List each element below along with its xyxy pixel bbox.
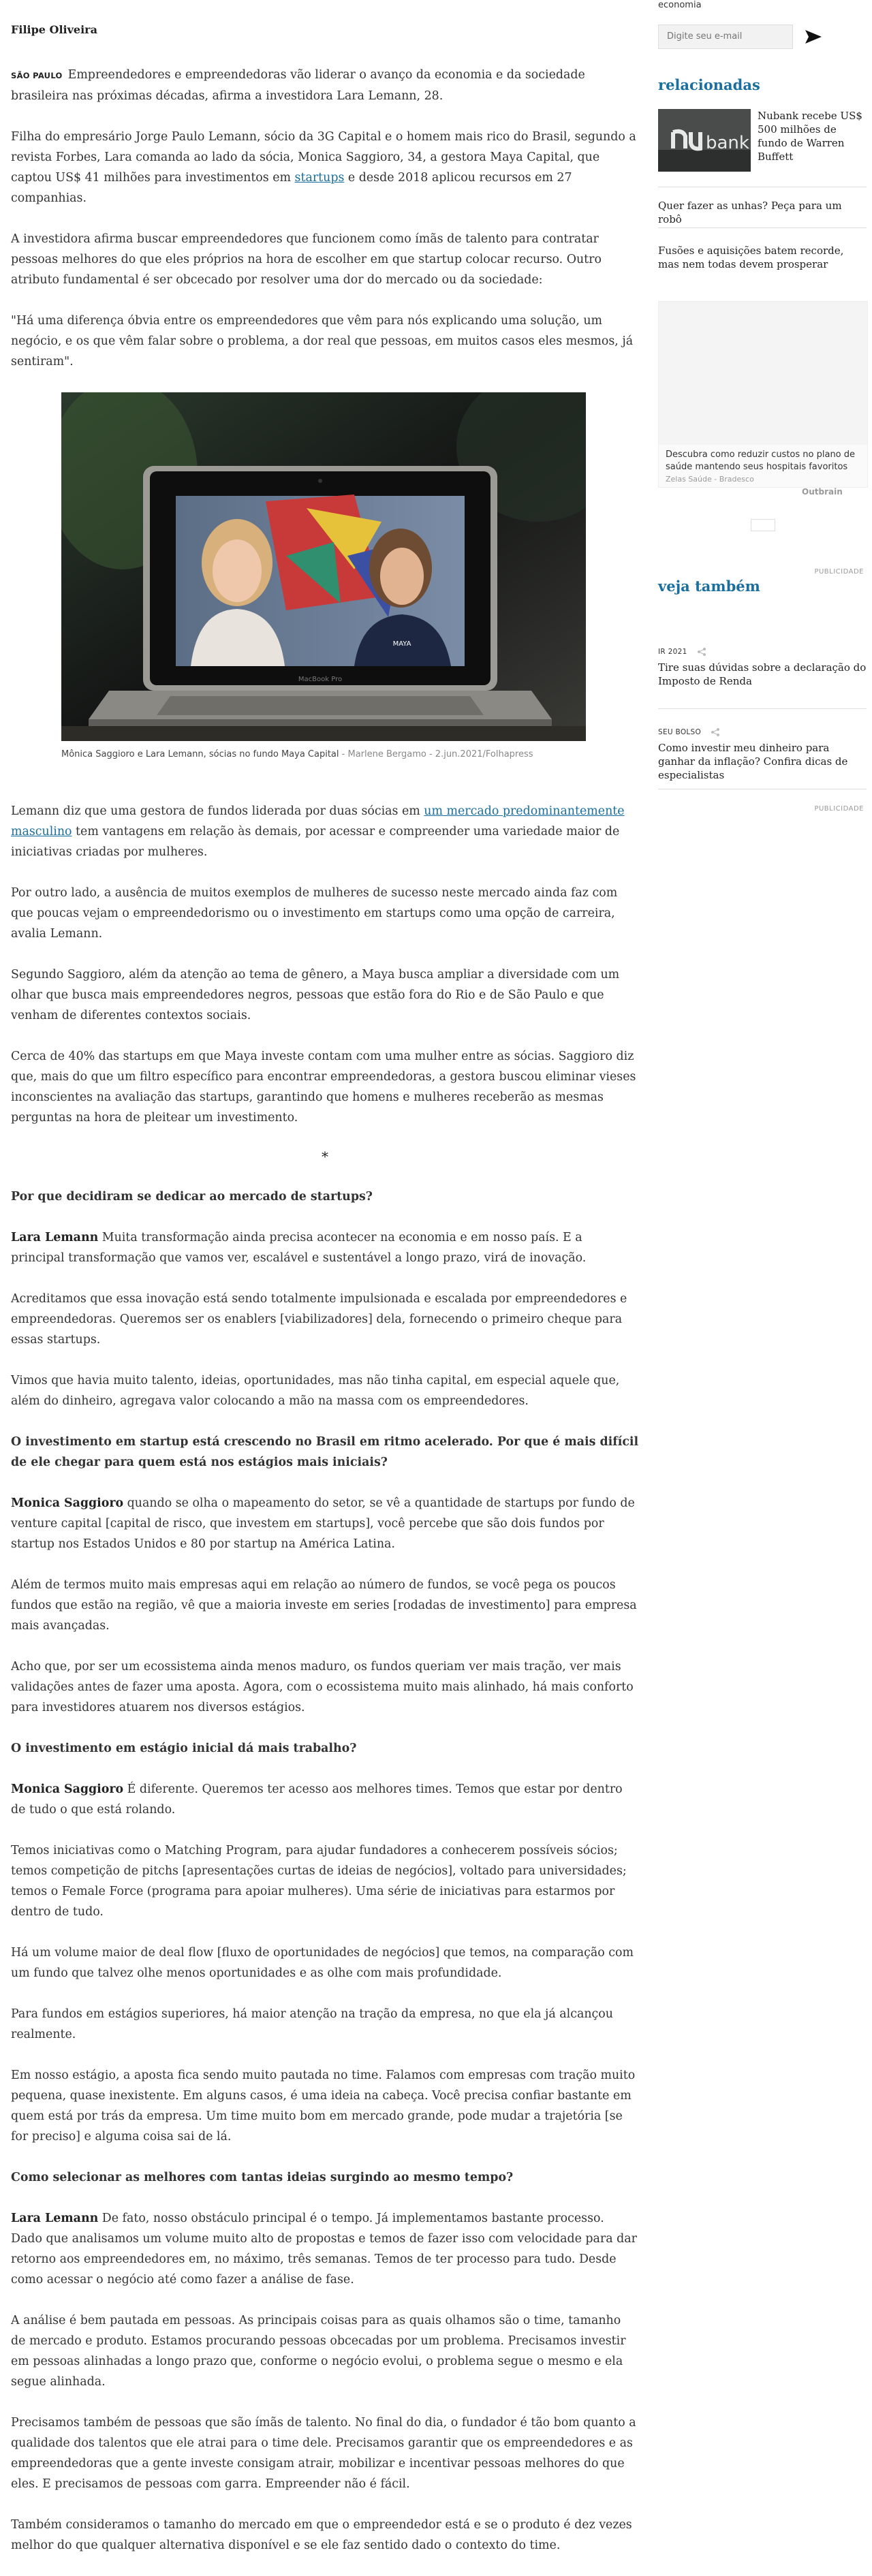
see-also-kicker (658, 727, 867, 737)
answer-1-1-text: Muita transformação ainda precisa acontecer na economia e em nosso país. E a principal transformação que vamos ver, escalável e sustentável a longo prazo, virá de inovação. (11, 1231, 587, 1265)
publicidade-label: PUBLICIDADE (814, 805, 864, 813)
paragraph-8: Cerca de 40% das startups em que Maya investe contam com uma mulher entre as sócias. Saggioro diz que, mais do que um filtro específico para encontrar empreendedoras, a gestora buscou eliminar vieses inconscientes na avaliação das startups, garantindo que homens e mulheres receberão as mesmas perguntas na hora de pleitear um investimento. (11, 1050, 636, 1125)
photo-caption (61, 741, 586, 761)
paragraph-6: Por outro lado, a ausência de muitos exemplos de mulheres de sucesso neste mercado ainda faz com que poucas vejam o empreendedorismo ou o investimento em startups como uma opção de carreira, avalia Lemann. (11, 886, 618, 941)
answer-3-4: Para fundos em estágios superiores, há maior atenção na tração da empresa, no que ela já alcançou realmente. (11, 2007, 613, 2041)
sponsored-ad[interactable] (658, 301, 868, 497)
dateline: SÃO PAULO (11, 71, 63, 80)
answer-3-1-text: É diferente. Queremos ter acesso aos melhores times. Temos que estar por dentro de tudo o que está rolando. (11, 1782, 623, 1817)
paragraph-2-text-a: Filha do empresário Jorge Paulo Lemann, sócio da 3G Capital e o homem mais rico do Brasil, segundo a revista Forbes, Lara comanda ao lado da sócia, Monica Saggioro, 34, a gestora Maya Capital, que captou US$ 41 milhões para investimentos em (11, 130, 636, 185)
related-title[interactable]: Fusões e aquisições batem recorde, mas nem todas devem prosperar (658, 245, 844, 270)
question-4: Como selecionar as melhores com tantas ideias surgindo ao mesmo tempo? (11, 2171, 514, 2184)
speaker-monica: Monica Saggioro (11, 1782, 124, 1796)
answer-4-4: Também consideramos o tamanho do mercado em que o empreendedor está e se o produto é dez vezes melhor do que qualquer alternativa disponível e se ele faz sentido dado o contexto do time. (11, 2518, 632, 2552)
caption-text: Mônica Saggioro e Lara Lemann, sócias no fundo Maya Capital (61, 749, 339, 759)
answer-3-2: Temos iniciativas como o Matching Program, para ajudar fundadores a conhecerem possíveis sócios; temos competição de pitchs [apresentações curtas de ideias de negócios], voltado para universidades; temos o Female Force (programa para apoiar mulheres). Uma série de iniciativas para estarmos por dentro de tudo. (11, 1844, 627, 1919)
question-2: O investimento em startup está crescendo no Brasil em ritmo acelerado. Por que é mais difícil de ele chegar para quem está nos estágios mais iniciais? (11, 1435, 639, 1469)
shirt-logo: MAYA (392, 640, 411, 648)
paragraph-5 (11, 801, 639, 862)
ad-placeholder-button[interactable] (751, 519, 775, 531)
question-1: Por que decidiram se dedicar ao mercado de startups? (11, 1190, 373, 1204)
laptop-video-call-illustration (61, 392, 586, 741)
see-also-item-ir[interactable] (658, 647, 867, 688)
paragraph-4-quote: "Há uma diferença óbvia entre os empreendedores que vêm para nós explicando uma solução, um negócio, e os que vêm falar sobre o problema, a dor real que pessoas, em muitos casos eles mesmos, já sentiram". (11, 314, 634, 368)
paragraph-3: A investidora afirma buscar empreendedores que funcionem como ímãs de talento para contratar pessoas melhores do que eles próprios na hora de escolher em que startup colocar recurso. Outro atributo fundamental é ser obcecado por resolver uma dor do mercado ou da sociedade: (11, 232, 602, 287)
article-photo-figure (61, 392, 586, 761)
ad-image[interactable] (659, 302, 867, 445)
see-also-title[interactable]: Como investir meu dinheiro para ganhar da inflação? Confira dicas de especialistas (658, 742, 848, 781)
male-market-link[interactable]: um mercado predominantemente masculino (11, 804, 625, 838)
startups-link[interactable]: startups (294, 171, 345, 185)
see-also-heading: veja também (658, 578, 760, 595)
answer-1-3: Vimos que havia muito talento, ideias, oportunidades, mas não tinha capital, em especial aquele que, além do dinheiro, agregava valor colocando a mão na massa com os empreendedores. (11, 1374, 620, 1408)
paragraph-2 (11, 127, 639, 208)
share-icon[interactable] (697, 647, 706, 657)
related-title[interactable]: Nubank recebe US$ 500 milhões de fundo de Warren Buffett (758, 110, 862, 163)
answer-4-1 (11, 2208, 639, 2290)
answer-2-1 (11, 1493, 639, 1554)
article-photo[interactable] (61, 392, 586, 741)
nubank-logo-text: bank (706, 133, 749, 153)
speaker-lara: Lara Lemann (11, 2212, 99, 2225)
paragraph-1 (11, 65, 639, 106)
speaker-lara: Lara Lemann (11, 1231, 99, 1244)
answer-1-2: Acreditamos que essa inovação está sendo totalmente impulsionada e escalada por empreendedores e empreendedoras. Queremos ser os enablers [viabilizadores] dela, fornecendo o primeiro cheque para essas startups. (11, 1292, 627, 1347)
paragraph-5-text-a: Lemann diz que uma gestora de fundos liderada por duas sócias em (11, 804, 424, 818)
question-3: O investimento em estágio inicial dá mais trabalho? (11, 1742, 357, 1755)
see-also-title[interactable]: Tire suas dúvidas sobre a declaração do Imposto de Renda (658, 661, 867, 687)
photo-credit: - Marlene Bergamo - 2.jun.2021/Folhapress (339, 749, 533, 759)
answer-1-1 (11, 1227, 639, 1268)
related-item-robot[interactable] (658, 199, 867, 226)
related-title[interactable]: Quer fazer as unhas? Peça para um robô (658, 200, 842, 225)
send-icon[interactable] (803, 26, 824, 48)
share-icon[interactable] (711, 727, 720, 737)
answer-4-3: Precisamos também de pessoas que são ímãs de talento. No final do dia, o fundador é tão bom quanto a qualidade dos talentos que ele atrai para o time dele. Precisamos garantir que os empreendedores e as empreendedoras que a gente investe consigam atrair, mobilizar e incentivar pessoas melhores do que eles. E precisamos de pessoas com garra. Empreender não é fácil. (11, 2416, 636, 2491)
answer-2-3: Acho que, por ser um ecossistema ainda menos maduro, os fundos queriam ver mais tração, ver mais validações antes de fazer uma aposta. Agora, com o ecossistema muito mais alinhado, há mais conforto para investidores atuarem nos diversos estágios. (11, 1660, 634, 1714)
related-thumbnail[interactable] (658, 109, 751, 172)
kicker-text: SEU BOLSO (658, 728, 702, 736)
answer-3-3: Há um volume maior de deal flow [fluxo de oportunidades de negócios] que temos, na comparação com um fundo que talvez olhe menos oportunidades e as olhe com mais profundidade. (11, 1946, 634, 1980)
see-also-item-bolso[interactable] (658, 727, 867, 782)
related-item-nubank[interactable] (658, 109, 867, 173)
paragraph-5-text-b: tem vantagens em relação às demais, por acessar e compreender uma variedade maior de iniciativas criadas por mulheres. (11, 825, 620, 859)
newsletter-email-input[interactable] (658, 25, 793, 49)
speaker-monica: Monica Saggioro (11, 1496, 124, 1510)
publicidade-label: PUBLICIDADE (814, 568, 864, 576)
paragraph-7: Segundo Saggioro, além da atenção ao tema de gênero, a Maya busca ampliar a diversidade com um olhar que busca mais empreendedores negros, pessoas que estão fora do Rio e de São Paulo e que venham de diferentes contextos sociais. (11, 968, 620, 1022)
ad-headline[interactable]: Descubra como reduzir custos no plano de saúde mantendo seus hospitais favoritos (666, 450, 856, 472)
answer-3-5: Em nosso estágio, a aposta fica sendo muito pautada no time. Falamos com empresas com tração muito pequena, quase inexistente. Em alguns casos, é uma ideia na cabeça. Você precisa confiar bastante em quem está por trás da empresa. Um time muito bom em mercado grande, pode mudar a trajetória [se for preciso] e alguma coisa sai de lá. (11, 2069, 636, 2143)
paragraph-2-text-b: e desde 2018 aplicou recursos em 27 companhias. (11, 171, 572, 205)
sidebar-section-label: economia (658, 0, 702, 10)
kicker-text: IR 2021 (658, 648, 687, 656)
related-heading: relacionadas (658, 76, 760, 93)
related-item-mergers[interactable] (658, 244, 867, 271)
nubank-thumbnail-image (658, 109, 751, 172)
paragraph-1-text: Empreendedores e empreendedoras vão liderar o avanço da economia e da sociedade brasileira nas próximas décadas, afirma a investidora Lara Lemann, 28. (11, 68, 585, 103)
answer-2-1-text: quando se olha o mapeamento do setor, se vê a quantidade de startups por fundo de venture capital [capital de risco, que investem em startups], você percebe que são dois fundos por startup nos Estados Unidos e 80 por startup na América Latina. (11, 1496, 635, 1551)
outbrain-logo[interactable]: Outbrain (802, 487, 843, 497)
see-also-kicker (658, 647, 867, 657)
answer-4-1-text: De fato, nosso obstáculo principal é o tempo. Já implementamos bastante processo. Dado que analisamos um volume muito alto de propostas e temos de fazer isso com velocidade para dar retorno aos empreendedores em, no máximo, três semanas. Temos de ter processo para tudo. Desde como acessar o negócio até como fazer a análise de fase. (11, 2212, 637, 2287)
laptop-brand-label: MacBook Pro (298, 676, 343, 683)
answer-4-2: A análise é bem pautada em pessoas. As principais coisas para as quais olhamos são o time, tamanho de mercado e produto. Estamos procurando pessoas obcecadas por um problema. Precisamos investir em pessoas alinhadas a longo prazo que, conforme o negócio evolui, o problema segue o mesmo e ela segue alinhada. (11, 2314, 626, 2389)
answer-2-2: Além de termos muito mais empresas aqui em relação ao número de fundos, se você pega os poucos fundos que estão na região, vê que a maioria investe em series [rodadas de investimento] para empresa mais avançadas. (11, 1578, 637, 1633)
article-column (11, 0, 639, 2576)
newsletter-form (658, 23, 867, 52)
section-separator: * (322, 1148, 328, 1165)
answer-3-1 (11, 1779, 639, 1820)
ad-source: Zelas Saúde - Bradesco (666, 475, 754, 484)
author-name[interactable]: Filipe Oliveira (11, 23, 97, 36)
